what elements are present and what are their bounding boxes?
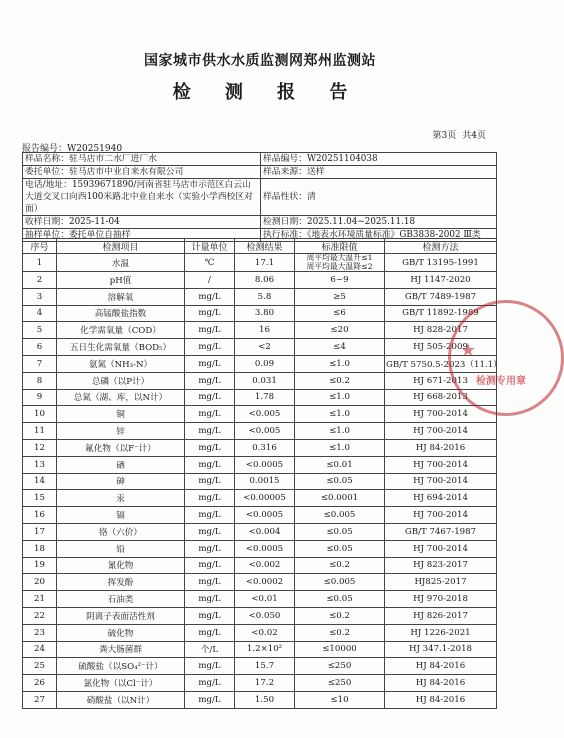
cell-method: GB/T 13195-1991 [385, 254, 497, 272]
cell-method: HJ 828-2017 [385, 322, 497, 339]
cell-no: 3 [23, 288, 57, 305]
table-row [23, 523, 497, 540]
table-row [23, 658, 497, 675]
cell-no: 12 [23, 439, 57, 456]
cell-limit: ≤0.2 [295, 557, 385, 574]
cell-result: <0.00005 [235, 490, 295, 507]
table-row [23, 322, 497, 339]
seal-text: 检测专用章 [476, 376, 526, 387]
col-limit: 标准限值 [295, 239, 385, 254]
cell-no: 14 [23, 473, 57, 490]
report-title: 检 测 报 告 [172, 82, 362, 103]
table-row [23, 490, 497, 507]
cell-method: HJ 823-2017 [385, 557, 497, 574]
cell-item: 氰化物 [57, 557, 185, 574]
cell-limit: ≤0.2 [295, 372, 385, 389]
cell-unit: mg/L [185, 389, 235, 406]
cell-unit: mg/L [185, 591, 235, 608]
cell-limit: ≤4 [295, 339, 385, 356]
cell-limit: ≤1.0 [295, 406, 385, 423]
cell-item: 砷 [57, 473, 185, 490]
cell-method: HJ 700-2014 [385, 540, 497, 557]
cell-no: 10 [23, 406, 57, 423]
cell-item: 挥发酚 [57, 574, 185, 591]
cell-result: <0.0005 [235, 507, 295, 524]
cell-item: 粪大肠菌群 [57, 641, 185, 658]
cell-method: HJ 1226-2021 [385, 624, 497, 641]
cell-item: 石油类 [57, 591, 185, 608]
cell-unit: mg/L [185, 423, 235, 440]
cell-item: 化学需氧量（COD） [57, 322, 185, 339]
table-row [23, 456, 497, 473]
table-row [23, 675, 497, 692]
table-row [23, 439, 497, 456]
cell-item: 总磷（以P计） [57, 372, 185, 389]
cell-unit: mg/L [185, 406, 235, 423]
received-date: 收样日期：2025-11-04 [23, 216, 261, 229]
table-row [23, 305, 497, 322]
cell-limit: ≤10000 [295, 641, 385, 658]
cell-no: 15 [23, 490, 57, 507]
cell-method: HJ 970-2018 [385, 591, 497, 608]
cell-item: 五日生化需氧量（BOD₅） [57, 339, 185, 356]
cell-result: <0.01 [235, 591, 295, 608]
cell-item: 铅 [57, 540, 185, 557]
cell-no: 21 [23, 591, 57, 608]
cell-item: 汞 [57, 490, 185, 507]
cell-method: HJ 668-2013 [385, 389, 497, 406]
cell-limit: ≤0.005 [295, 574, 385, 591]
cell-method: HJ 84-2016 [385, 691, 497, 708]
cell-result: 0.09 [235, 355, 295, 372]
col-method: 检测方法 [385, 239, 497, 254]
cell-result: 0.316 [235, 439, 295, 456]
cell-method: HJ 84-2016 [385, 658, 497, 675]
cell-method: HJ 84-2016 [385, 675, 497, 692]
cell-method: HJ 671-2013 [385, 372, 497, 389]
cell-method: HJ 694-2014 [385, 490, 497, 507]
cell-limit: ≤0.05 [295, 540, 385, 557]
cell-unit: mg/L [185, 540, 235, 557]
cell-item: 水温 [57, 254, 185, 272]
table-row [23, 355, 497, 372]
cell-method: HJ 826-2017 [385, 607, 497, 624]
cell-no: 8 [23, 372, 57, 389]
cell-item: 阴离子表面活性剂 [57, 607, 185, 624]
client: 委托单位：驻马店市中业自来水有限公司 [23, 166, 261, 179]
cell-no: 24 [23, 641, 57, 658]
table-row [23, 406, 497, 423]
cell-unit: mg/L [185, 456, 235, 473]
cell-no: 26 [23, 675, 57, 692]
cell-item: 铜 [57, 406, 185, 423]
seal-star-icon: ★ [460, 340, 477, 361]
cell-method: HJ 700-2014 [385, 423, 497, 440]
cell-unit: mg/L [185, 439, 235, 456]
cell-result: 1.50 [235, 691, 295, 708]
cell-item: pH值 [57, 272, 185, 289]
cell-result: 1.78 [235, 389, 295, 406]
cell-method: GB/T 7467-1987 [385, 523, 497, 540]
table-row [23, 389, 497, 406]
cell-method: HJ 1147-2020 [385, 272, 497, 289]
cell-result: <2 [235, 339, 295, 356]
cell-unit: ℃ [185, 254, 235, 272]
cell-result: 1.2×10² [235, 641, 295, 658]
cell-limit: ≤0.0001 [295, 490, 385, 507]
cell-method: HJ 700-2014 [385, 406, 497, 423]
cell-limit: ≤0.05 [295, 473, 385, 490]
cell-limit: ≤20 [295, 322, 385, 339]
cell-result: <0.0005 [235, 456, 295, 473]
cell-unit: mg/L [185, 691, 235, 708]
cell-unit: mg/L [185, 507, 235, 524]
cell-method: GB/T 11892-1989 [385, 305, 497, 322]
cell-item: 氨氮（NH₃-N） [57, 355, 185, 372]
cell-item: 硝酸盐（以N计） [57, 691, 185, 708]
results-header-row [23, 239, 497, 254]
cell-unit: mg/L [185, 675, 235, 692]
cell-no: 5 [23, 322, 57, 339]
cell-result: <0.005 [235, 406, 295, 423]
col-item: 检测项目 [57, 239, 185, 254]
cell-limit: ≤0.05 [295, 523, 385, 540]
report-number: 报告编号：W20251940 [22, 144, 123, 154]
cell-result: 17.2 [235, 675, 295, 692]
cell-limit: ≤250 [295, 675, 385, 692]
cell-method: HJ 84-2016 [385, 439, 497, 456]
page-number [427, 128, 486, 141]
cell-unit: mg/L [185, 607, 235, 624]
cell-result: 16 [235, 322, 295, 339]
cell-no: 13 [23, 456, 57, 473]
cell-limit: ≤1.0 [295, 389, 385, 406]
table-row [23, 574, 497, 591]
cell-result: <0.0002 [235, 574, 295, 591]
sample-info-table [22, 152, 497, 242]
cell-method: HJ825-2017 [385, 574, 497, 591]
cell-no: 16 [23, 507, 57, 524]
cell-unit: mg/L [185, 305, 235, 322]
cell-item: 硫化物 [57, 624, 185, 641]
cell-no: 9 [23, 389, 57, 406]
col-result: 检测结果 [235, 239, 295, 254]
table-row [23, 473, 497, 490]
cell-item: 总氮（湖、库，以N计） [57, 389, 185, 406]
cell-method: GB/T 5750.5-2023（11.1） [385, 355, 497, 372]
cell-no: 22 [23, 607, 57, 624]
cell-unit: mg/L [185, 372, 235, 389]
sample-number: 样品编号：W20251104038 [261, 153, 497, 166]
cell-no: 25 [23, 658, 57, 675]
cell-result: 17.1 [235, 254, 295, 272]
cell-item: 溶解氧 [57, 288, 185, 305]
cell-unit: mg/L [185, 339, 235, 356]
sample-name: 样品名称：驻马店市二水厂进厂水 [23, 153, 261, 166]
cell-unit: 个/L [185, 641, 235, 658]
table-row [23, 288, 497, 305]
cell-limit-line2: 周平均最大温降≤2 [306, 261, 373, 271]
cell-method: GB/T 7489-1987 [385, 288, 497, 305]
cell-result: <0.004 [235, 523, 295, 540]
cell-method: HJ 700-2014 [385, 473, 497, 490]
cell-unit: mg/L [185, 658, 235, 675]
cell-no: 19 [23, 557, 57, 574]
cell-result: <0.0005 [235, 540, 295, 557]
cell-item: 氯化物（以Cl⁻计） [57, 675, 185, 692]
cell-no: 17 [23, 523, 57, 540]
cell-item: 硫酸盐（以SO₄²⁻计） [57, 658, 185, 675]
cell-result: <0.005 [235, 423, 295, 440]
table-row [23, 557, 497, 574]
col-no: 序号 [23, 239, 57, 254]
cell-unit: mg/L [185, 557, 235, 574]
cell-result: <0.050 [235, 607, 295, 624]
table-row [23, 507, 497, 524]
cell-limit [295, 254, 385, 272]
cell-item: 锌 [57, 423, 185, 440]
test-date: 检测日期：2025.11.04~2025.11.18 [261, 216, 497, 229]
cell-limit: 6~9 [295, 272, 385, 289]
table-row [23, 254, 497, 272]
cell-method: HJ 700-2014 [385, 456, 497, 473]
cell-no: 2 [23, 272, 57, 289]
cell-result: <0.02 [235, 624, 295, 641]
cell-limit: ≤0.2 [295, 607, 385, 624]
table-row [23, 691, 497, 708]
cell-no: 23 [23, 624, 57, 641]
table-row [23, 272, 497, 289]
table-row [23, 591, 497, 608]
cell-method: HJ 347.1-2018 [385, 641, 497, 658]
cell-item: 硒 [57, 456, 185, 473]
cell-result: 5.8 [235, 288, 295, 305]
cell-limit: ≤1.0 [295, 355, 385, 372]
cell-limit: ≤10 [295, 691, 385, 708]
cell-unit: mg/L [185, 624, 235, 641]
cell-no: 1 [23, 254, 57, 272]
cell-result: 15.7 [235, 658, 295, 675]
table-row [23, 423, 497, 440]
cell-limit: ≤1.0 [295, 439, 385, 456]
cell-method: HJ 505-2009 [385, 339, 497, 356]
cell-limit: ≤250 [295, 658, 385, 675]
cell-item: 镉 [57, 507, 185, 524]
col-unit: 计量单位 [185, 239, 235, 254]
cell-no: 11 [23, 423, 57, 440]
table-row [23, 624, 497, 641]
cell-limit: ≤0.05 [295, 591, 385, 608]
cell-unit: mg/L [185, 490, 235, 507]
sample-source: 样品来源：送样 [261, 166, 497, 179]
total-pages: 共4页 [462, 131, 486, 141]
cell-no: 20 [23, 574, 57, 591]
cell-limit: ≤1.0 [295, 423, 385, 440]
cell-result: 3.80 [235, 305, 295, 322]
cell-limit: ≤6 [295, 305, 385, 322]
cell-unit: mg/L [185, 473, 235, 490]
table-row [23, 641, 497, 658]
cell-no: 4 [23, 305, 57, 322]
cell-limit-line1: 周平均最大温升≤1 [306, 253, 373, 262]
contact-address: 电话/地址：15939671890/河南省驻马店市示范区白云山大道交叉口向西100米路北中业自来水（实验小学西校区对面） [23, 179, 261, 216]
table-row [23, 540, 497, 557]
cell-unit: mg/L [185, 322, 235, 339]
org-title: 国家城市供水水质监测网郑州监测站 [144, 53, 376, 69]
sampling-unit: 抽样单位：委托单位自抽样 [23, 229, 261, 242]
cell-unit: mg/L [185, 574, 235, 591]
cell-item: 氟化物（以F⁻计） [57, 439, 185, 456]
executive-standard: 执行标准：《地表水环境质量标准》GB3838-2002 Ⅲ类 [261, 229, 497, 242]
cell-limit: ≤0.005 [295, 507, 385, 524]
cell-unit: mg/L [185, 288, 235, 305]
table-row [23, 339, 497, 356]
cell-result: 8.06 [235, 272, 295, 289]
cell-no: 27 [23, 691, 57, 708]
cell-result: <0.002 [235, 557, 295, 574]
sample-character: 样品性状：清 [261, 179, 497, 216]
cell-item: 高锰酸盐指数 [57, 305, 185, 322]
current-page: 第3页 [432, 131, 457, 141]
cell-result: 0.031 [235, 372, 295, 389]
cell-no: 18 [23, 540, 57, 557]
cell-limit: ≤0.01 [295, 456, 385, 473]
cell-item: 铬（六价） [57, 523, 185, 540]
cell-method: HJ 700-2014 [385, 507, 497, 524]
cell-no: 7 [23, 355, 57, 372]
cell-unit: / [185, 272, 235, 289]
table-row [23, 372, 497, 389]
cell-unit: mg/L [185, 355, 235, 372]
cell-result: 0.0015 [235, 473, 295, 490]
cell-limit: ≥5 [295, 288, 385, 305]
cell-no: 6 [23, 339, 57, 356]
cell-limit: ≤0.2 [295, 624, 385, 641]
cell-unit: mg/L [185, 523, 235, 540]
table-row [23, 607, 497, 624]
